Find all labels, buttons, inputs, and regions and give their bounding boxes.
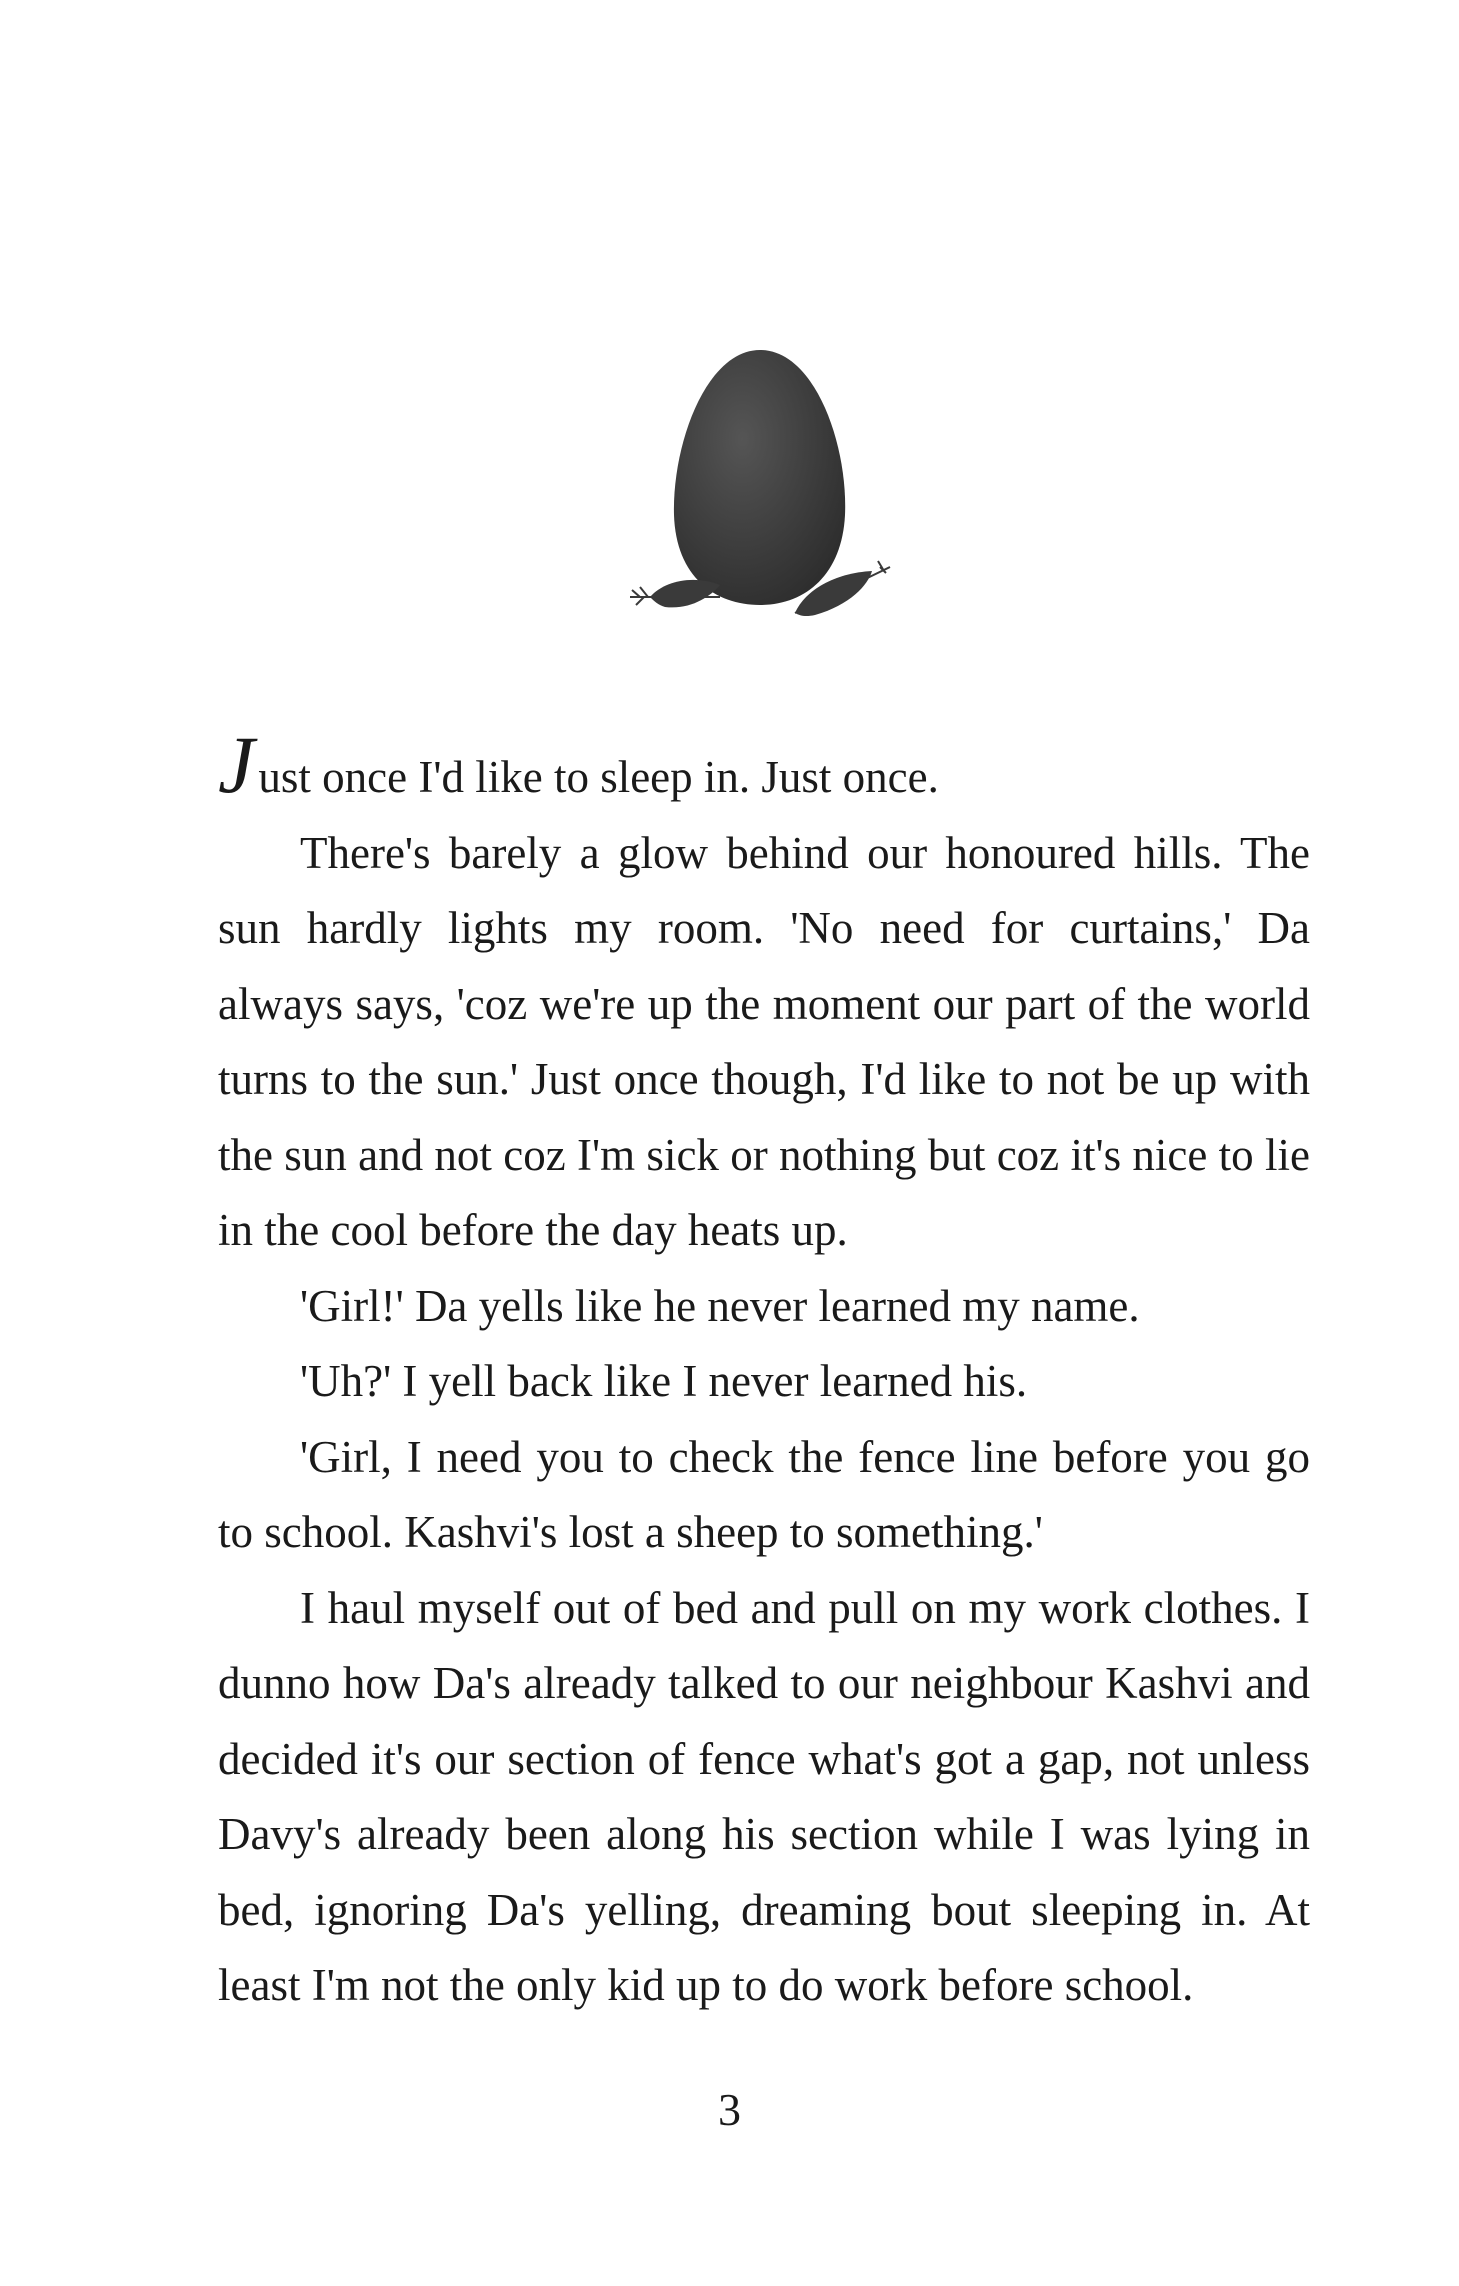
paragraph: 'Uh?' I yell back like I never learned his. — [300, 1356, 1028, 1406]
paragraph-opening — [218, 719, 1310, 816]
paragraph: 'Girl, I need you to check the fence line before you go to school. Kashvi's lost a sheep to something.' — [218, 1431, 1310, 1557]
egg-shape — [674, 350, 845, 605]
drop-cap: J — [218, 719, 255, 810]
paragraph: 'Girl!' Da yells like he never learned my name. — [300, 1280, 1140, 1331]
left-feather-icon — [630, 580, 720, 608]
paragraph: I haul myself out of bed and pull on my work clothes. I dunno how Da's already talked to our neighbour Kashvi and decided it's our section of fence what's got a gap, not unless Davy's already been along his section while I was lying in bed, ignoring Da's yelling, dreaming bout sleeping in. At least I'm not the only kid up to do work before school. — [218, 1582, 1310, 2010]
paragraph: There's barely a glow behind our honoured hills. The sun hardly lights my room. 'No need for curtains,' Da always says, 'coz we're up the moment our part of the world turns to the sun.' Just once though, I'd like to not be up with the sun and not coz I'm sick or nothing but coz it's nice to lie in the cool before the day heats up. — [218, 827, 1310, 1255]
page-number: 3 — [718, 2084, 741, 2135]
chapter-text — [218, 719, 1310, 2024]
egg-with-feathers-icon — [610, 335, 910, 645]
opening-sentence: ust once I'd like to sleep in. Just once. — [258, 752, 939, 802]
